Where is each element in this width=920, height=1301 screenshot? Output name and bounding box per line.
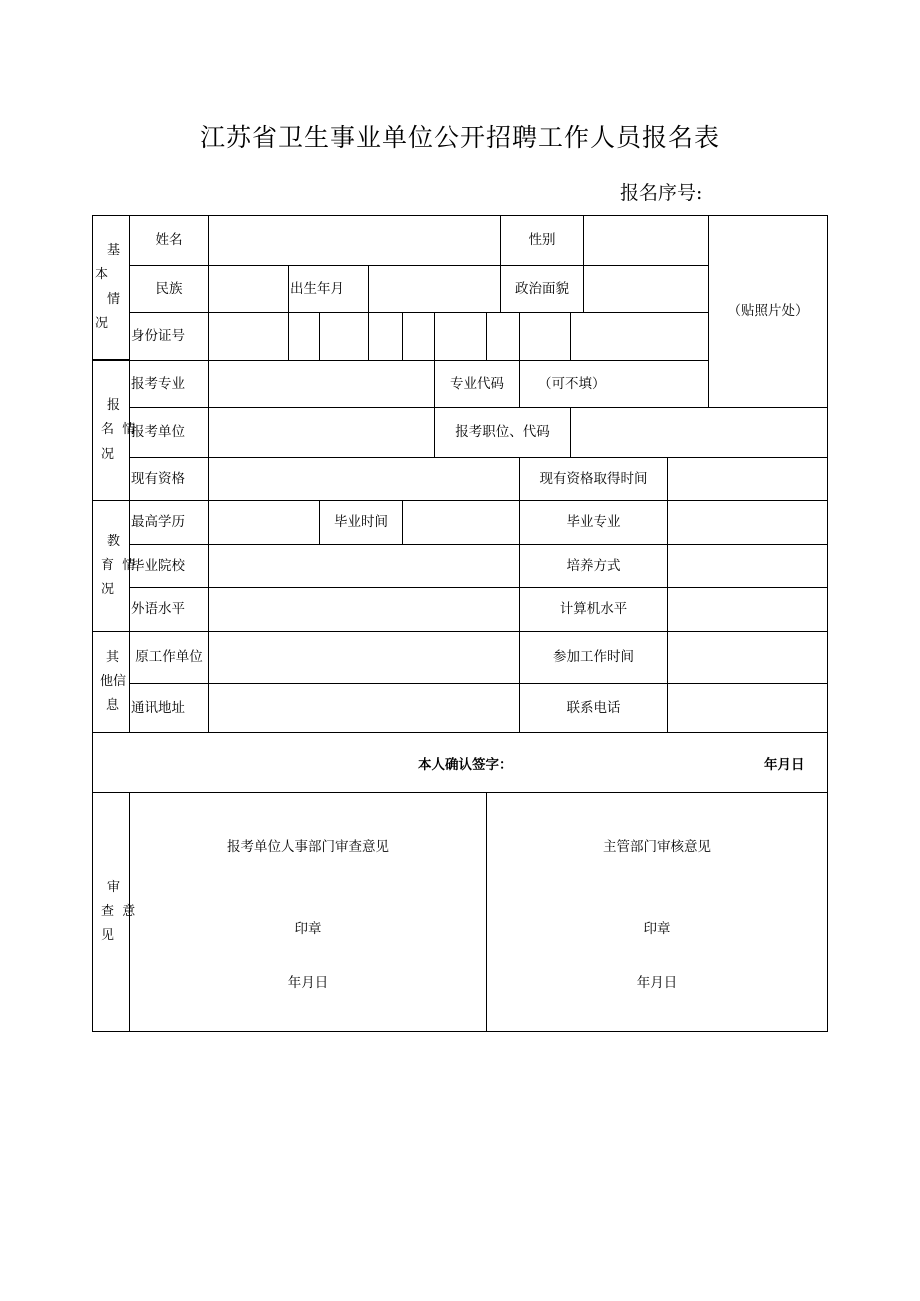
work-start-field[interactable]	[667, 631, 828, 684]
section-char: 见	[101, 928, 115, 944]
admin-seal-label: 印章	[643, 921, 671, 937]
section-char: 教	[107, 533, 121, 549]
phone-field[interactable]	[667, 683, 828, 733]
signature-label: 本人确认签字：	[418, 757, 513, 773]
ethnicity-field[interactable]	[208, 265, 289, 313]
grad-time-field[interactable]	[402, 500, 520, 545]
id-digit-box[interactable]	[319, 312, 369, 361]
major-code-field[interactable]: （可不填）	[519, 360, 709, 408]
training-field[interactable]	[667, 544, 828, 588]
section-char: 查 意	[101, 903, 136, 919]
section-review	[92, 792, 136, 1032]
unit-field[interactable]	[208, 407, 435, 458]
unit-label: 报考单位	[129, 407, 209, 458]
section-char: 其	[106, 649, 120, 665]
hr-date-label: 年月日	[287, 975, 329, 991]
ethnicity-label: 民族	[129, 265, 209, 313]
id-digit-box[interactable]	[486, 312, 520, 361]
education-field[interactable]	[208, 500, 320, 545]
language-field[interactable]	[208, 587, 520, 632]
hr-review-box[interactable]	[129, 792, 487, 1032]
address-field[interactable]	[208, 683, 520, 733]
phone-label: 联系电话	[519, 683, 668, 733]
qualification-date-label: 现有资格取得时间	[519, 457, 668, 501]
section-char: 况	[95, 315, 109, 331]
id-digit-box[interactable]	[570, 312, 709, 361]
birth-field[interactable]	[368, 265, 501, 313]
serial-number-label: 报名序号:	[620, 182, 703, 204]
id-number-label: 身份证号	[129, 312, 209, 361]
name-field[interactable]	[208, 215, 501, 266]
page-title: 江苏省卫生事业单位公开招聘工作人员报名表	[199, 123, 720, 152]
hr-seal-label: 印章	[294, 921, 322, 937]
school-field[interactable]	[208, 544, 520, 588]
qualification-date-field[interactable]	[667, 457, 828, 501]
section-other-info	[92, 631, 130, 733]
section-char: 况	[101, 446, 115, 462]
admin-opinion-label: 主管部门审核意见	[603, 839, 711, 855]
politics-label: 政治面貌	[500, 265, 584, 313]
major-label: 报考专业	[129, 360, 209, 408]
section-char: 本	[95, 267, 109, 283]
hr-opinion-label: 报考单位人事部门审查意见	[227, 839, 389, 855]
training-label: 培养方式	[519, 544, 668, 588]
section-char: 情	[107, 291, 121, 307]
gender-label: 性别	[500, 215, 584, 266]
major-code-label: 专业代码	[434, 360, 520, 408]
name-label: 姓名	[129, 215, 209, 266]
id-digit-box[interactable]	[368, 312, 403, 361]
section-char: 育 情	[101, 557, 136, 573]
section-basic-info	[92, 215, 130, 360]
politics-field[interactable]	[583, 265, 709, 313]
computer-field[interactable]	[667, 587, 828, 632]
section-education-info	[92, 500, 136, 632]
grad-time-label: 毕业时间	[319, 500, 403, 545]
section-char: 审	[107, 879, 121, 895]
section-char: 况	[101, 582, 115, 598]
signature-date: 年月日	[764, 757, 805, 773]
admin-date-label: 年月日	[636, 975, 678, 991]
grad-major-label: 毕业专业	[519, 500, 668, 545]
major-field[interactable]	[208, 360, 435, 408]
qualification-field[interactable]	[208, 457, 520, 501]
language-label: 外语水平	[129, 587, 209, 632]
id-digit-box[interactable]	[434, 312, 487, 361]
prev-unit-label: 原工作单位	[129, 631, 209, 684]
education-label: 最高学历	[129, 500, 209, 545]
computer-label: 计算机水平	[519, 587, 668, 632]
section-char: 他信	[100, 673, 127, 689]
section-char: 名 情	[101, 422, 136, 438]
id-digit-box[interactable]	[208, 312, 289, 361]
section-char: 息	[106, 698, 120, 714]
position-code-field[interactable]	[570, 407, 828, 458]
section-char: 基	[107, 243, 121, 259]
position-code-label: 报考职位、代码	[434, 407, 571, 458]
id-digit-box[interactable]	[288, 312, 320, 361]
birth-label: 出生年月	[288, 265, 369, 313]
address-label: 通讯地址	[129, 683, 209, 733]
section-char: 报	[107, 398, 121, 414]
gender-field[interactable]	[583, 215, 709, 266]
work-start-label: 参加工作时间	[519, 631, 668, 684]
section-application-info	[92, 360, 136, 501]
photo-area[interactable]: （贴照片处）	[708, 215, 828, 408]
school-label: 毕业院校	[129, 544, 209, 588]
grad-major-field[interactable]	[667, 500, 828, 545]
prev-unit-field[interactable]	[208, 631, 520, 684]
id-digit-box[interactable]	[519, 312, 571, 361]
id-digit-box[interactable]	[402, 312, 435, 361]
qualification-label: 现有资格	[129, 457, 209, 501]
admin-review-box[interactable]	[486, 792, 828, 1032]
